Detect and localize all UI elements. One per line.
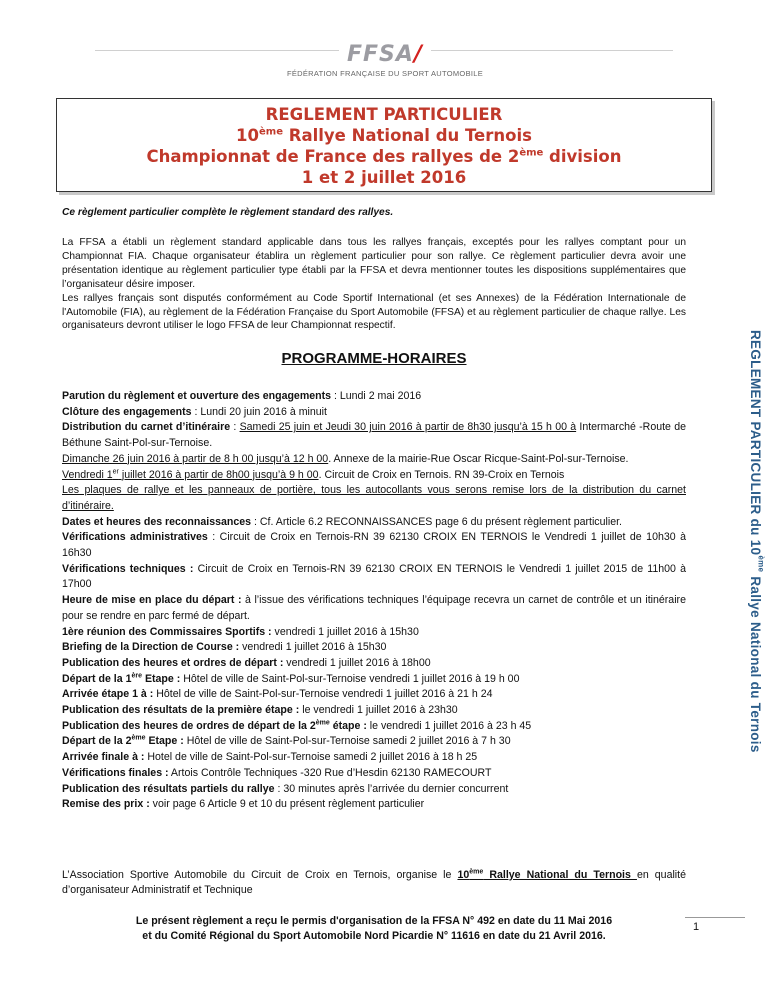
- schedule-item: Publication des résultats partiels du rallye : 30 minutes après l’arrivée du dernier concurrent: [62, 782, 509, 795]
- schedule-item: Distribution du carnet d’itinéraire : Samedi 25 juin et Jeudi 30 juin 2016 à partir de 8h30 jusqu’à 15 h 00 à Intermarché -Route de Béthune Saint-Pol-sur-Ternoise.: [62, 421, 686, 450]
- schedule-item: Dimanche 26 juin 2016 à partir de 8 h 00 jusqu’à 12 h 00. Annexe de la mairie-Rue Oscar Ricque-Saint-Pol-sur-Ternoise.: [62, 452, 629, 465]
- schedule-item: Arrivée finale à : Hotel de ville de Saint-Pol-sur-Ternoise samedi 2 juillet 2016 à 18 h 25: [62, 751, 478, 764]
- schedule-item: Départ de la 1ère Etape : Hôtel de ville de Saint-Pol-sur-Ternoise vendredi 1 juillet 2016 à 19 h 00: [62, 672, 520, 685]
- schedule-item: Vérifications techniques : Circuit de Croix en Ternois-RN 39 62130 CROIX EN TERNOIS le Vendredi 1 juillet 2015 de 11h00 à 17h00: [62, 562, 687, 591]
- intro-para-1: La FFSA a établi un règlement standard applicable dans tous les rallyes français, exceptés pour les rallyes comptant pour un Championnat FIA. Chaque organisateur établira un règlement particulier pour son rallye. Ce règlement particulier devra avoir une présentation identique au règlement particulier type établi par la FFSA et devra mentionner toutes les dispositions supplémentaires que l’organisateur désire imposer.: [62, 237, 686, 290]
- schedule-item: Les plaques de rallye et les panneaux de portière, tous les autocollants vous serons remise lors de la distribution du carnet d’itinéraire.: [62, 484, 686, 512]
- side-running-title: REGLEMENT PARTICULIER du 10ème Rallye National du Ternois: [748, 330, 766, 753]
- ffsa-logo: [285, 42, 485, 78]
- intro-paragraph: [62, 236, 686, 333]
- schedule-item: Clôture des engagements : Lundi 20 juin 2016 à minuit: [62, 405, 327, 418]
- intro-italic-note: Ce règlement particulier complète le règlement standard des rallyes.: [62, 207, 394, 218]
- schedule-item: Vérifications finales : Artois Contrôle Techniques -320 Rue d’Hesdin 62130 RAMECOURT: [62, 766, 492, 779]
- schedule-item: Briefing de la Direction de Course : vendredi 1 juillet 2016 à 15h30: [62, 641, 387, 654]
- schedule-item: Dates et heures des reconnaissances : Cf. Article 6.2 RECONNAISSANCES page 6 du présent règlement particulier.: [62, 515, 622, 528]
- schedule-item: Publication des résultats de la première étape : le vendredi 1 juillet 2016 à 23h30: [62, 704, 458, 717]
- schedule-item: Parution du règlement et ouverture des engagements : Lundi 2 mai 2016: [62, 390, 422, 402]
- title-line-1: REGLEMENT PARTICULIER: [265, 105, 503, 124]
- title-box: [56, 98, 712, 192]
- intro-para-2: Les rallyes français sont disputés conformément au Code Sportif International (et ses Annexes) de la Fédération Internationale de l'Automobile (FIA), au règlement de la Fédération Française du Sport Automobile (FFSA) et au règlement particulier de chaque rallye. Les organisateurs devront utiliser le logo FFSA de leur Championnat respectif.: [62, 292, 686, 332]
- title-line-2: 10ème Rallye National du Ternois: [236, 126, 532, 145]
- schedule-item: Publication des heures et ordres de départ : vendredi 1 juillet 2016 à 18h00: [62, 656, 431, 669]
- schedule-item: Arrivée étape 1 à : Hôtel de ville de Saint-Pol-sur-Ternoise vendredi 1 juillet 2016 à 21 h 24: [62, 688, 493, 701]
- title-line-4: 1 et 2 juillet 2016: [301, 168, 467, 187]
- schedule-item: Vendredi 1er juillet 2016 à partir de 8h00 jusqu’à 9 h 00. Circuit de Croix en Ternois. RN 39-Croix en Ternois: [62, 467, 565, 481]
- page-number: 1: [693, 921, 700, 933]
- schedule-item: Vérifications administratives : Circuit de Croix en Ternois-RN 39 62130 CROIX EN TERNOIS le Vendredi 1 juillet de 10h30 à 16h30: [62, 531, 686, 560]
- footer-line-1: Le présent règlement a reçu le permis d'organisation de la FFSA N° 492 en date du 11 Mai 2016: [135, 915, 613, 927]
- page-number-rule: [685, 917, 745, 918]
- organiser-paragraph: L’Association Sportive Automobile du Circuit de Croix en Ternois, organise le 10ème Rallye National du Ternois en qualité d’organisateur Administratif et Technique: [62, 868, 686, 896]
- permit-footer: [62, 914, 686, 944]
- schedule-item: Publication des heures de ordres de départ de la 2ème étape : le vendredi 1 juillet 2016 à 23 h 45: [62, 719, 532, 732]
- footer-line-2: et du Comité Régional du Sport Automobile Nord Picardie N° 11616 en date du 21 Avril 2016.: [142, 930, 606, 942]
- ffsa-logo-subtitle: FÉDÉRATION FRANÇAISE DU SPORT AUTOMOBILE: [286, 69, 484, 78]
- schedule-item: Remise des prix : voir page 6 Article 9 et 10 du présent règlement particulier: [62, 798, 425, 811]
- schedule-item: 1ère réunion des Commissaires Sportifs : vendredi 1 juillet 2016 à 15h30: [62, 625, 419, 638]
- programme-heading: PROGRAMME-HORAIRES: [281, 350, 467, 367]
- schedule-list: [62, 389, 686, 813]
- schedule-item: Heure de mise en place du départ : à l’issue des vérifications techniques l’équipage recevra un carnet de contrôle et un itinéraire pour se rendre en parc fermé de départ.: [62, 594, 686, 622]
- schedule-item: Départ de la 2ème Etape : Hôtel de ville de Saint-Pol-sur-Ternoise samedi 2 juillet 2016 à 7 h 30: [62, 734, 511, 748]
- title-line-3: Championnat de France des rallyes de 2ème division: [146, 147, 622, 166]
- ffsa-logo-mark: FFSA/: [339, 42, 431, 67]
